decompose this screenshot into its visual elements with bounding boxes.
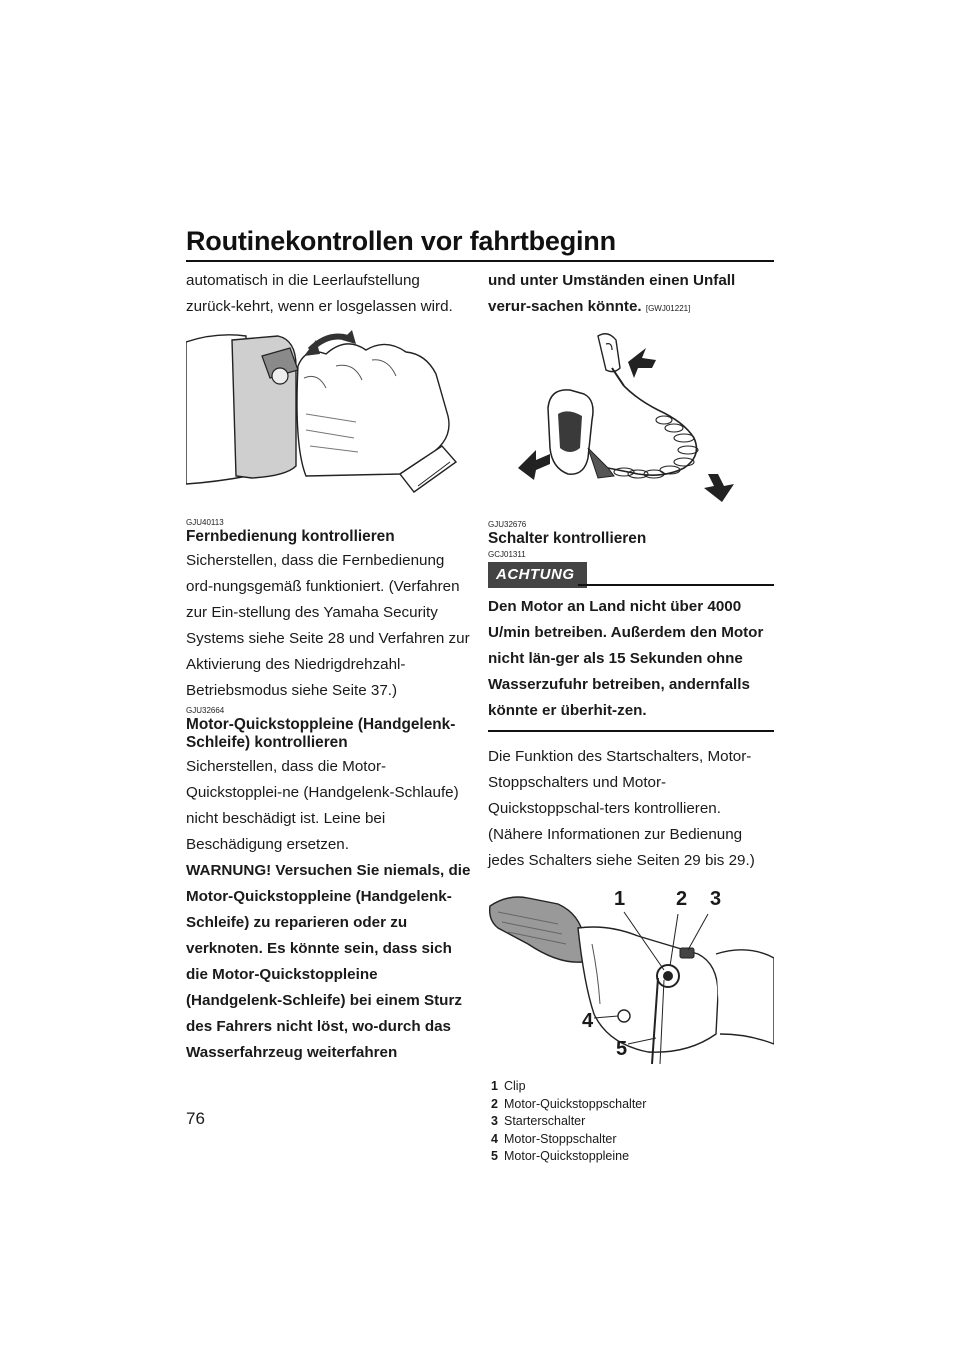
- callout-4: 4: [582, 1010, 594, 1032]
- left-column: [186, 268, 472, 1066]
- switches-body: Die Funktion des Startschalters, Motor-Stoppschalters und Motor-Quickstoppschal-ters kontrollieren. (Nähere Informationen zur Bedienung jedes Schalters siehe Seiten 29 bis 29.): [488, 748, 755, 869]
- caution-box: [488, 562, 774, 732]
- section-heading-switches: Schalter kontrollieren: [488, 530, 647, 547]
- legend-item: 2 Motor-Quickstoppschalter: [491, 1096, 647, 1111]
- callout-3: 3: [710, 888, 722, 910]
- lanyard-illustration: [488, 328, 774, 506]
- title-rule: [186, 260, 774, 262]
- page-title: Routinekontrollen vor fahrtbeginn: [186, 226, 616, 256]
- remote-body: Sicherstellen, dass die Fernbedienung ord-nungsgemäß funktioniert. (Verfahren zur Ein-stellung des Yamaha Security Systems siehe Seite 28 und Verfahren zur Aktivierung des Niedrigdrehzahl-Betriebsmodus siehe Seite 37.): [186, 552, 470, 699]
- figure-legend: [488, 1078, 774, 1166]
- legend-item: 4 Motor-Stoppschalter: [491, 1131, 617, 1146]
- caution-label: ACHTUNG: [488, 562, 587, 588]
- switch-panel-image: [488, 884, 774, 1064]
- remote-hand-illustration: [186, 326, 472, 504]
- section-code: GJU32676: [488, 520, 527, 529]
- lanyard-warning: WARNUNG! Versuchen Sie niemals, die Motor-Quickstoppleine (Handgelenk-Schleife) zu reparieren oder zu verknoten. Es könnte sein, dass sich die Motor-Quickstoppleine (Handgelenk-Schleife) bei einem Sturz des Fahrers nicht löst, wo-durch das Wasserfahrzeug weiterfahren: [186, 862, 471, 1061]
- warning-code: [GWJ01221]: [645, 304, 691, 313]
- section-heading-remote: Fernbedienung kontrollieren: [186, 528, 395, 545]
- caution-code: GCJ01311: [488, 550, 526, 559]
- lanyard-image: [488, 328, 774, 506]
- section-heading-lanyard: Motor-Quickstoppleine (Handgelenk-Schleife) kontrollieren: [186, 716, 456, 751]
- section-code: GJU40113: [186, 518, 224, 527]
- warning-continued: und unter Umständen einen Unfall verur-sachen könnte. [GWJ01221]: [488, 272, 736, 315]
- page-number: 76: [186, 1109, 205, 1128]
- switch-panel-illustration: [488, 884, 774, 1064]
- legend-item: 5 Motor-Quickstoppleine: [491, 1149, 630, 1163]
- lanyard-body: Sicherstellen, dass die Motor-Quickstopplei-ne (Handgelenk-Schlaufe) nicht beschädigt ist. Leine bei Beschädigung ersetzen.: [186, 758, 459, 853]
- right-column: [488, 268, 774, 1166]
- caution-rule-bottom: [488, 730, 774, 732]
- intro-paragraph: automatisch in die Leerlaufstellung zurück-kehrt, wenn er losgelassen wird.: [186, 272, 453, 315]
- hand-on-lever-image: [186, 326, 472, 504]
- callout-5: 5: [616, 1038, 628, 1060]
- caution-text: Den Motor an Land nicht über 4000 U/min betreiben. Außerdem den Motor nicht län-ger als 15 Sekunden ohne Wasserzufuhr betreiben, andernfalls könnte er überhit-zen.: [488, 598, 764, 719]
- callout-1: 1: [614, 888, 626, 910]
- legend-item: 1 Clip: [491, 1079, 526, 1093]
- caution-rule-top: [578, 584, 774, 586]
- callout-2: 2: [676, 888, 688, 910]
- legend-item: 3 Starterschalter: [491, 1114, 586, 1128]
- section-code: GJU32664: [186, 706, 225, 715]
